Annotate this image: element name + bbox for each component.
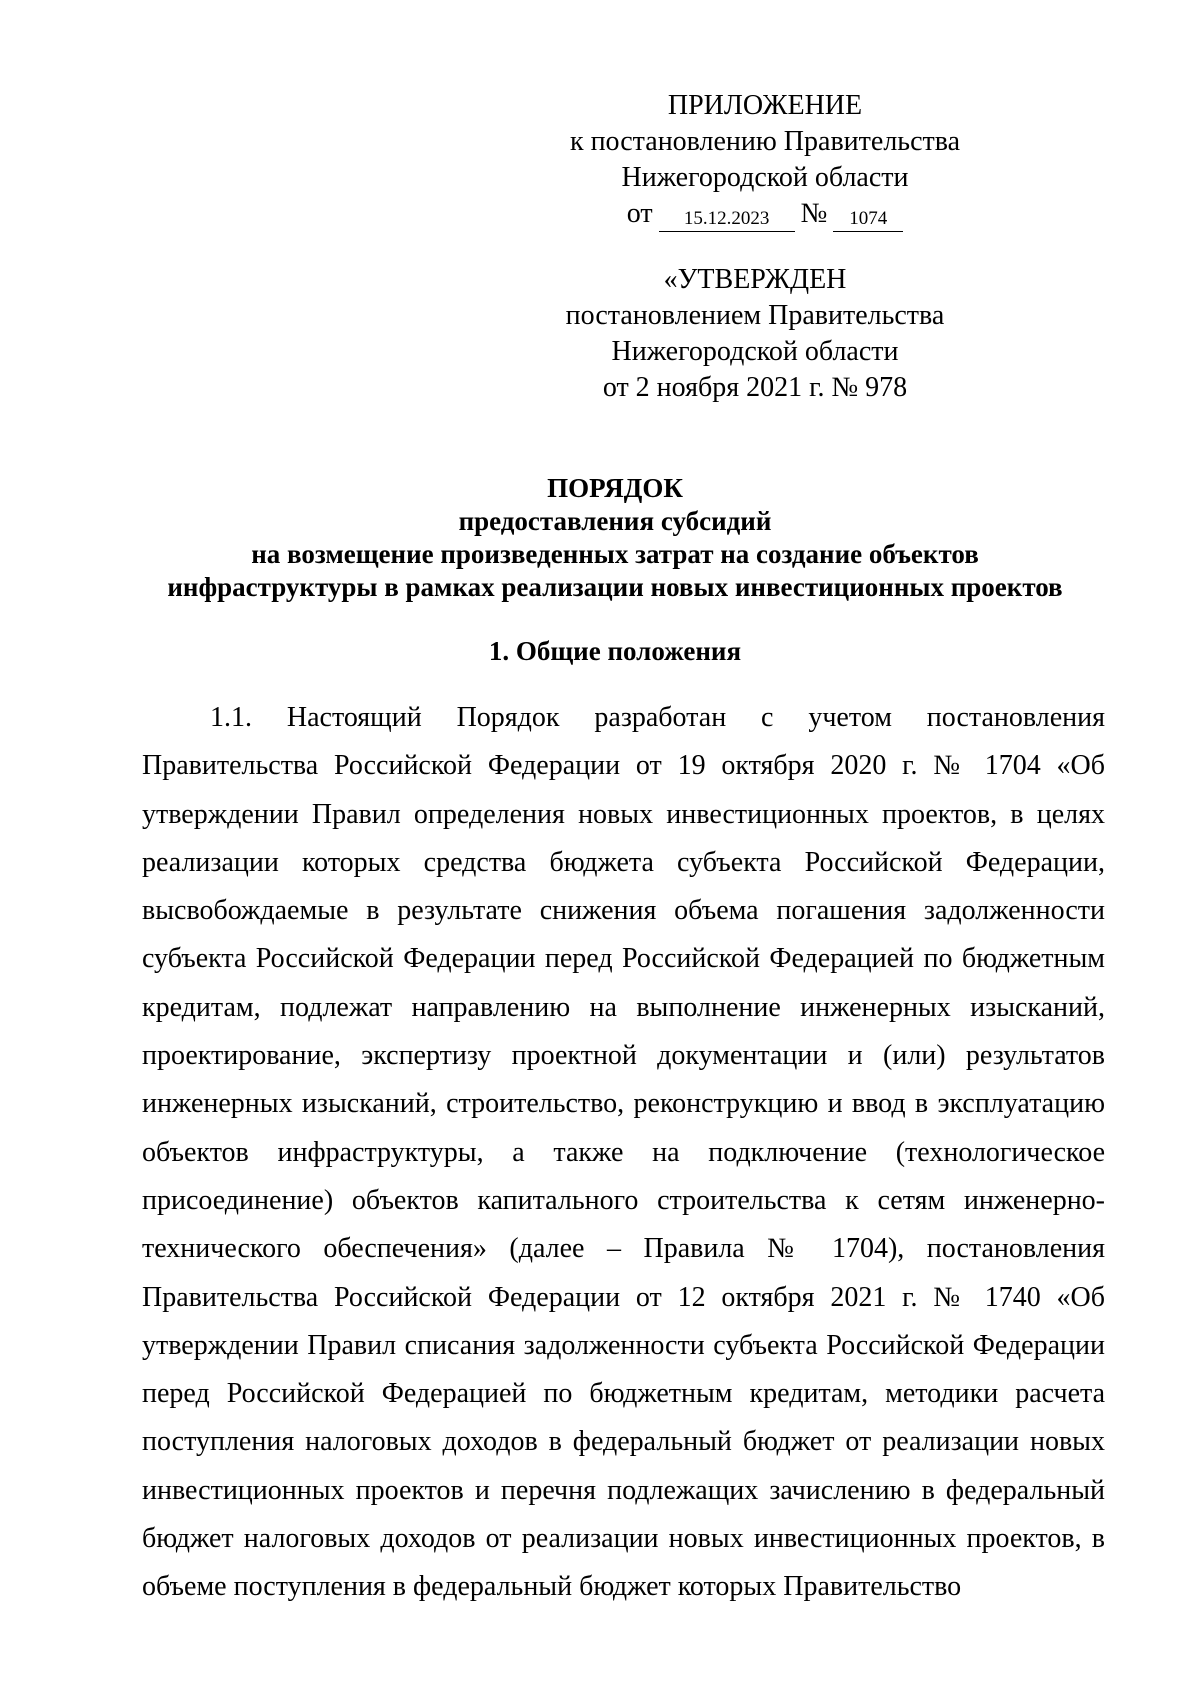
approved-line-3: от 2 ноября 2021 г. № 978 [602, 372, 908, 403]
appendix-title: ПРИЛОЖЕНИЕ [667, 90, 863, 121]
from-label: от [626, 198, 653, 229]
appendix-line-2: Нижегородской области [621, 162, 909, 193]
approved-line-2: Нижегородской области [611, 336, 899, 367]
approved-block [520, 262, 990, 406]
document-title-line-2: предоставления субсидий [458, 506, 772, 536]
document-title [130, 472, 1100, 604]
document-title-line-3: на возмещение произведенных затрат на создание объектов [251, 539, 979, 569]
approved-line-1: постановлением Правительства [565, 300, 945, 331]
appendix-date-line [540, 196, 990, 232]
appendix-line-1: к постановлению Правительства [569, 126, 961, 157]
paragraph-1-1: 1.1. Настоящий Порядок разработан с учетом постановления Правительства Российской Федерации от 19 октября 2020 г. № 1704 «Об утверждении Правил определения новых инвестиционных проектов, в целях реализации которых средства бюджета субъекта Российской Федерации, высвобождаемые в результате снижения объема погашения задолженности субъекта Российской Федерации перед Российской Федерацией по бюджетным кредитам, подлежат направлению на выполнение инженерных изысканий, проектирование, экспертизу проектной документации и (или) результатов инженерных изысканий, строительство, реконструкцию и ввод в эксплуатацию объектов инфраструктуры, а также на подключение (технологическое присоединение) объектов капитального строительства к сетям инженерно-технического обеспечения» (далее – Правила № 1704), постановления Правительства Российской Федерации от 12 октября 2021 г. № 1740 «Об утверждении Правил списания задолженности субъекта Российской Федерации перед Российской Федерацией по бюджетным кредитам, методики расчета поступления налоговых доходов в федеральный бюджет от реализации новых инвестиционных проектов и перечня подлежащих зачислению в федеральный бюджет налоговых доходов от реализации новых инвестиционных проектов, в объеме поступления в федеральный бюджет которых Правительство [142, 702, 1105, 1603]
number-label: № [800, 198, 828, 229]
document-title-line-4: инфраструктуры в рамках реализации новых инвестиционных проектов [167, 572, 1063, 602]
resolution-date: 15.12.2023 [659, 207, 795, 232]
body-text [142, 694, 1105, 1612]
section-heading: 1. Общие положения [488, 636, 742, 666]
resolution-number: 1074 [833, 207, 903, 232]
document-title-line-1: ПОРЯДОК [547, 473, 683, 503]
appendix-header [540, 88, 990, 232]
approved-title: «УТВЕРЖДЕН [663, 264, 847, 295]
